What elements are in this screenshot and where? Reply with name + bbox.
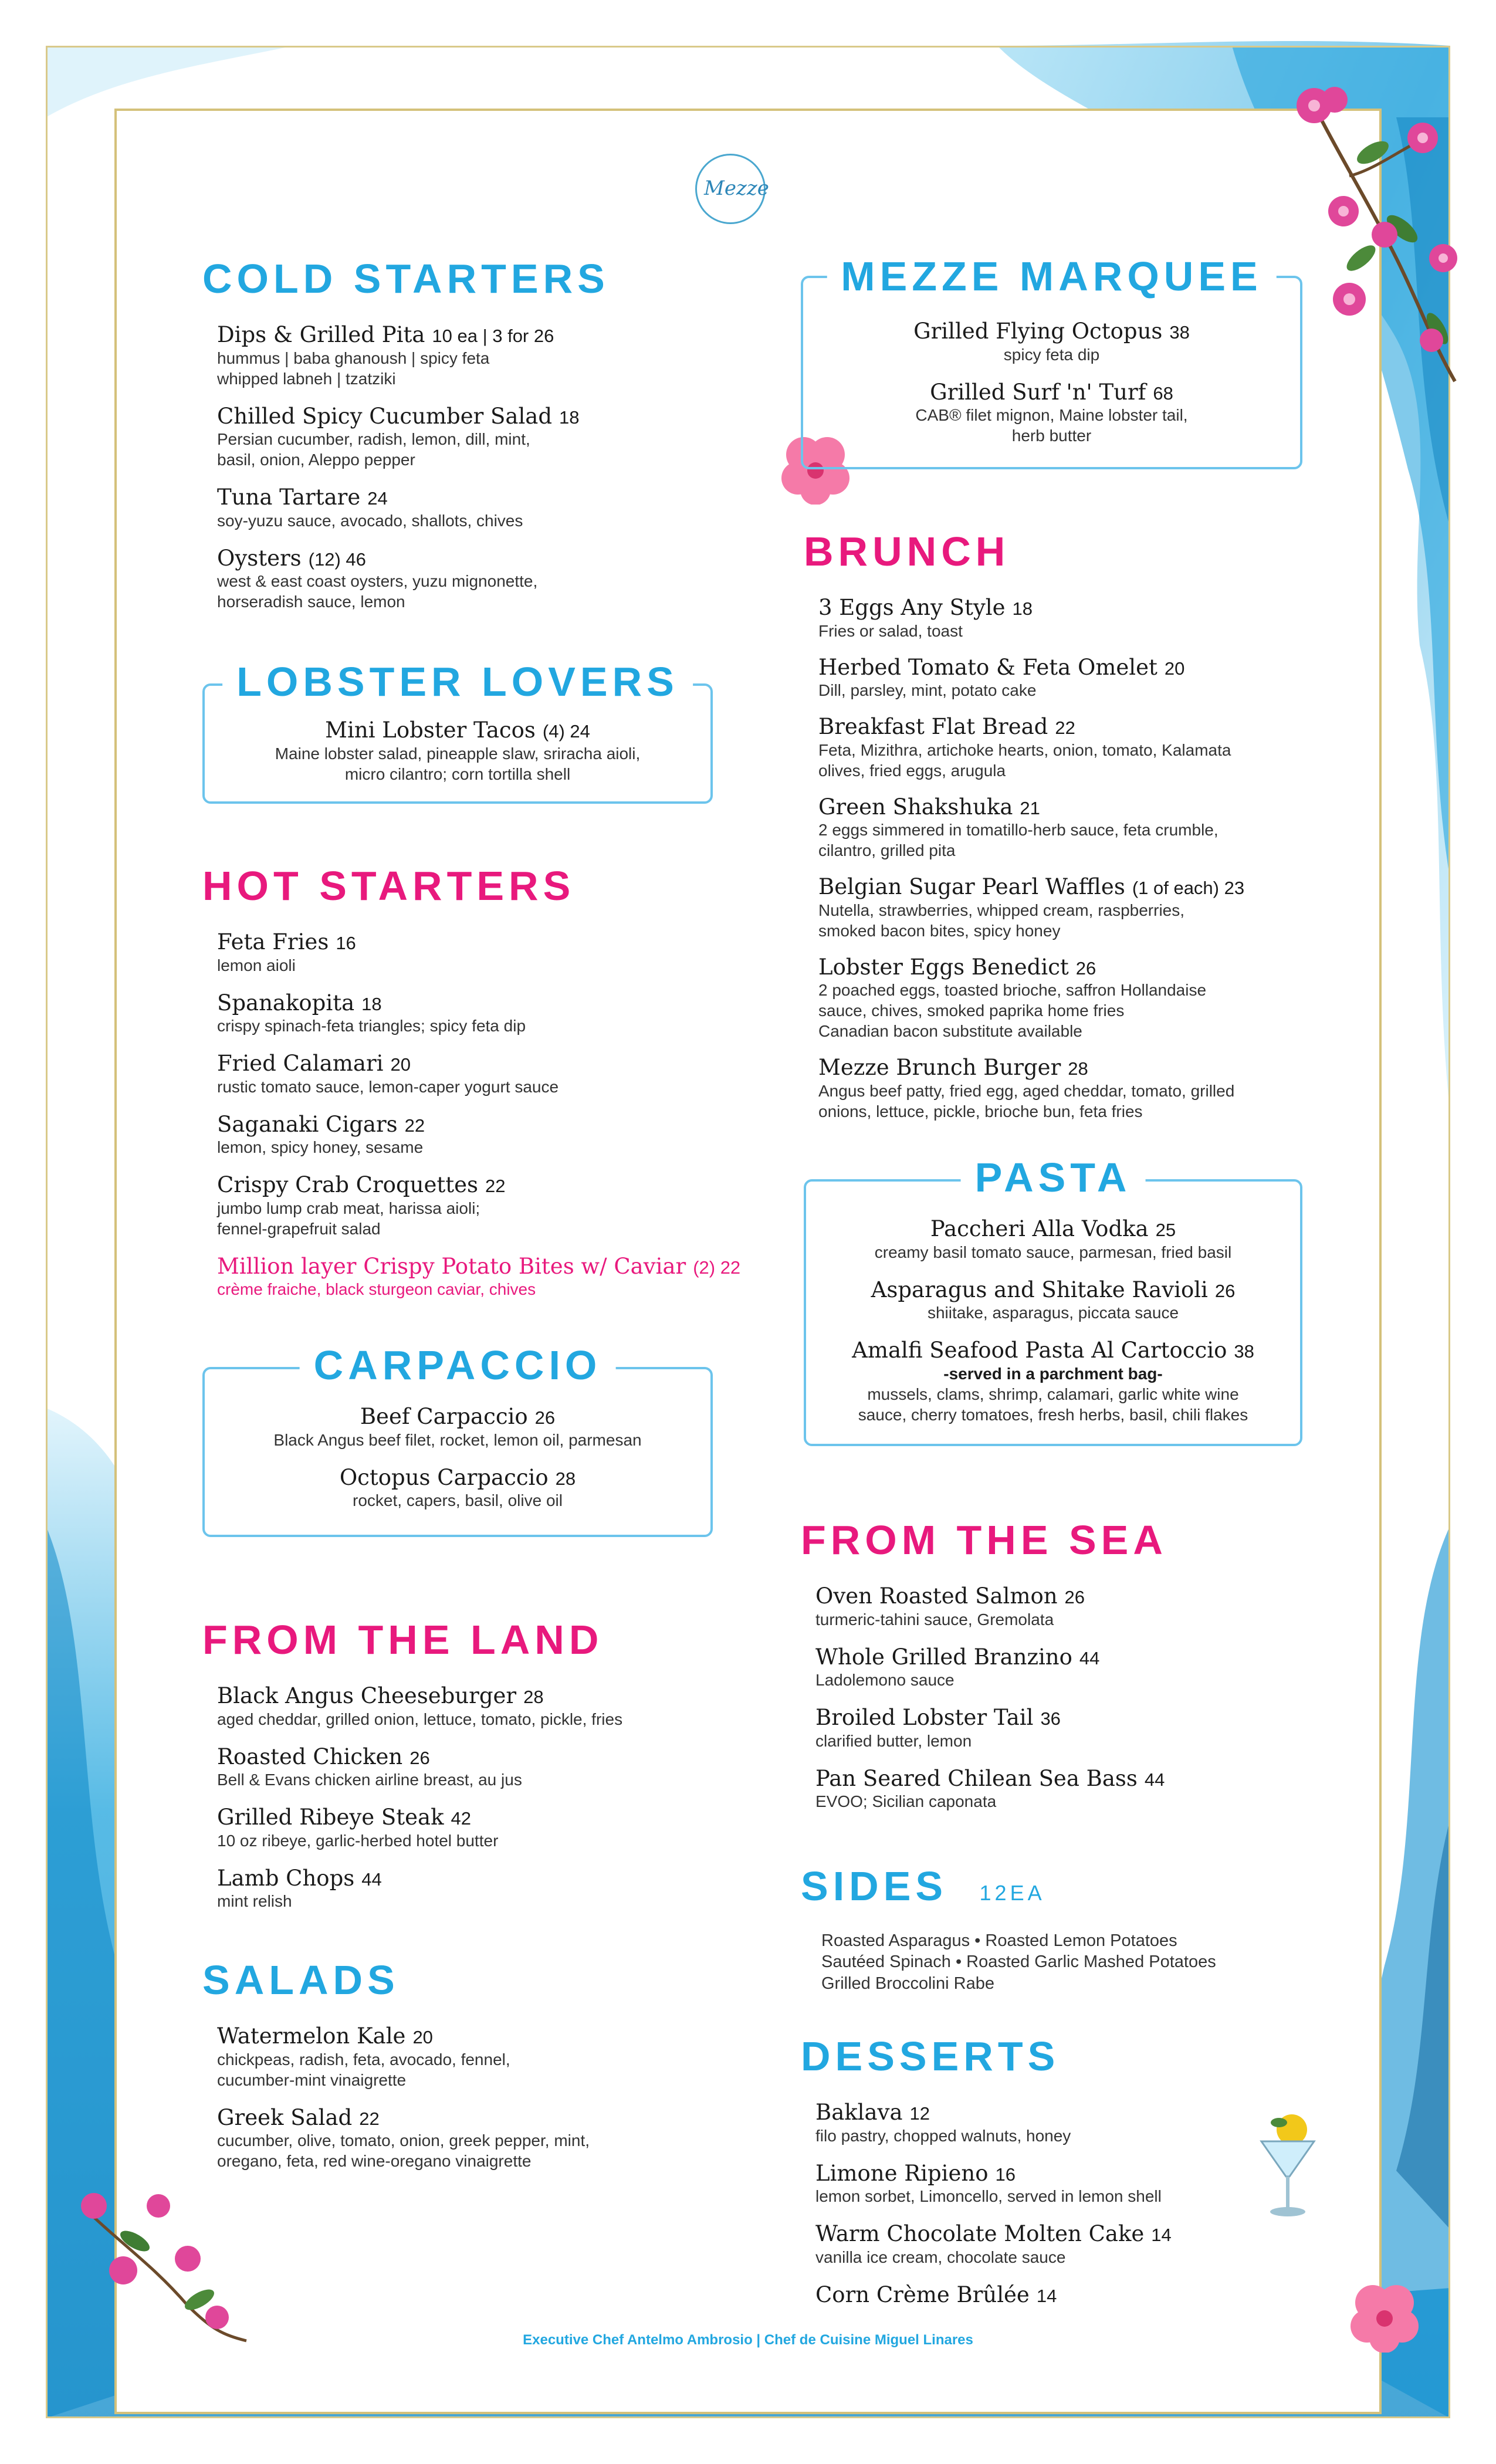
from-the-land-section: [202, 1619, 754, 1911]
menu-item: Beef Carpaccio 26 Black Angus beef filet, rocket, lemon oil, parmesan: [273, 1404, 642, 1449]
mezze-marquee-title: MEZZE MARQUEE: [827, 256, 1276, 297]
menu-item: Oysters (12) 46 west & east coast oysters, yuzu mignonette, horseradish sauce, lemon: [217, 545, 538, 611]
mezze-logo: Mezze: [695, 154, 766, 224]
menu-item: Mini Lobster Tacos (4) 24 Maine lobster salad, pineapple slaw, sriracha aioli, micro cilantro; corn tortilla shell: [275, 717, 641, 783]
brunch-section: [804, 531, 1361, 1122]
menu-item: 3 Eggs Any Style 18 Fries or salad, toast: [818, 595, 1033, 640]
menu-item: Octopus Carpaccio 28 rocket, capers, basil, olive oil: [339, 1464, 576, 1510]
menu-item: Grilled Ribeye Steak 42 10 oz ribeye, garlic-herbed hotel butter: [217, 1805, 499, 1850]
carpaccio-title: CARPACCIO: [300, 1345, 616, 1386]
sides-price: 12EA: [979, 1881, 1045, 1905]
menu-item: Fried Calamari 20 rustic tomato sauce, lemon-caper yogurt sauce: [217, 1051, 559, 1096]
lobster-lovers-box: [202, 659, 713, 804]
menu-item: Limone Ripieno 16 lemon sorbet, Limoncello, served in lemon shell: [815, 2160, 1162, 2206]
menu-item: Lamb Chops 44 mint relish: [217, 1865, 382, 1911]
menu-item: Watermelon Kale 20 chickpeas, radish, feta, avocado, fennel, cucumber-mint vinaigrette: [217, 2023, 510, 2089]
menu-item: Dips & Grilled Pita 10 ea | 3 for 26 hummus | baba ghanoush | spicy feta whipped labneh | tzatziki: [217, 322, 554, 388]
left-column: [202, 258, 754, 612]
menu-item: Baklava 12 filo pastry, chopped walnuts, honey: [815, 2100, 1071, 2145]
menu-item: Broiled Lobster Tail 36 clarified butter, lemon: [815, 1705, 1061, 1750]
desserts-title: DESSERTS: [801, 2033, 1060, 2079]
pasta-title: PASTA: [961, 1157, 1146, 1198]
menu-item: Greek Salad 22 cucumber, olive, tomato, onion, greek pepper, mint, oregano, feta, red wine-oregano vinaigrette: [217, 2104, 590, 2171]
from-the-sea-section: [801, 1519, 1358, 1812]
menu-item: Amalfi Seafood Pasta Al Cartoccio 38 -served in a parchment bag- mussels, clams, shrimp, calamari, garlic white wine sauce, cherry tomatoes, fresh herbs, basil, chili flakes: [852, 1338, 1254, 1424]
menu-item: Spanakopita 18 crispy spinach-feta triangles; spicy feta dip: [217, 990, 526, 1035]
menu-item: Saganaki Cigars 22 lemon, spicy honey, sesame: [217, 1111, 425, 1157]
menu-item: Crispy Crab Croquettes 22 jumbo lump crab meat, harissa aioli; fennel-grapefruit salad: [217, 1172, 506, 1238]
salads-list: [217, 2024, 754, 2171]
sides-title: SIDES: [801, 1863, 948, 1909]
menu-item: Asparagus and Shitake Ravioli 26 shiitake, asparagus, piccata sauce: [871, 1277, 1236, 1322]
sides-section: [801, 1863, 1358, 1994]
menu-item: Whole Grilled Branzino 44 Ladolemono sauce: [815, 1644, 1100, 1690]
sides-list: Roasted Asparagus • Roasted Lemon Potatoes Sautéed Spinach • Roasted Garlic Mashed Potatoes Grilled Broccolini Rabe: [821, 1931, 1216, 1993]
menu-item: Grilled Surf 'n' Turf 68 CAB® filet mignon, Maine lobster tail, herb butter: [915, 379, 1188, 445]
menu-item: Grilled Flying Octopus 38 spicy feta dip: [913, 319, 1190, 364]
menu-item: Black Angus Cheeseburger 28 aged cheddar, grilled onion, lettuce, tomato, pickle, fries: [217, 1683, 623, 1728]
salads-title: SALADS: [202, 1957, 400, 2003]
menu-item: Breakfast Flat Bread 22 Feta, Mizithra, artichoke hearts, onion, tomato, Kalamata olives, fried eggs, arugula: [818, 714, 1231, 780]
menu-item: Belgian Sugar Pearl Waffles (1 of each) 23 Nutella, strawberries, whipped cream, raspberries, smoked bacon bites, spicy honey: [818, 874, 1245, 940]
menu-item: Warm Chocolate Molten Cake 14 vanilla ice cream, chocolate sauce: [815, 2221, 1172, 2266]
menu-item: Chilled Spicy Cucumber Salad 18 Persian cucumber, radish, lemon, dill, mint, basil, onion, Aleppo pepper: [217, 403, 580, 469]
brunch-title: BRUNCH: [804, 529, 1010, 574]
menu-item: Mezze Brunch Burger 28 Angus beef patty, fried egg, aged cheddar, tomato, grilled onions, lettuce, pickle, brioche bun, feta fries: [818, 1055, 1235, 1121]
menu-item: Roasted Chicken 26 Bell & Evans chicken airline breast, au jus: [217, 1744, 522, 1789]
bougainvillea-flowers-top-right: [1279, 82, 1473, 387]
menu-item: Lobster Eggs Benedict 26 2 poached eggs, toasted brioche, saffron Hollandaise sauce, chives, smoked paprika home fries Canadian bacon substitute available: [818, 954, 1207, 1041]
lobster-lovers-title: LOBSTER LOVERS: [222, 661, 693, 702]
cold-starters-title: COLD STARTERS: [202, 256, 610, 302]
mezze-marquee-box: [801, 253, 1302, 469]
hot-starters-list: [217, 930, 754, 1299]
hot-starters-section: [202, 865, 754, 1299]
carpaccio-box: [202, 1342, 713, 1537]
menu-item: Herbed Tomato & Feta Omelet 20 Dill, parsley, mint, potato cake: [818, 654, 1185, 700]
salads-section: [202, 1959, 754, 2171]
from-the-sea-title: FROM THE SEA: [801, 1517, 1167, 1563]
menu-item-featured: Million layer Crispy Potato Bites w/ Caviar (2) 22 crème fraiche, black sturgeon caviar, chives: [217, 1253, 741, 1299]
menu-item: Green Shakshuka 21 2 eggs simmered in tomatillo-herb sauce, feta crumble, cilantro, grilled pita: [818, 794, 1219, 860]
from-the-sea-list: [815, 1584, 1358, 1812]
brunch-list: [818, 595, 1361, 1122]
cold-starters-list: [217, 323, 754, 612]
from-the-land-title: FROM THE LAND: [202, 1617, 604, 1663]
menu-item: Corn Crème Brûlée 14: [815, 2282, 1057, 2307]
menu-item: Pan Seared Chilean Sea Bass 44 EVOO; Sicilian caponata: [815, 1765, 1165, 1811]
desserts-section: [801, 2033, 1358, 2307]
desserts-list: [815, 2100, 1358, 2307]
from-the-land-list: [217, 1684, 754, 1911]
foodborne-illness-warning: *Consuming raw or undercooked meats, poultry, seafood, shellfish or eggs may increase your risk of foodborne illness.: [397, 2395, 1099, 2408]
menu-item: Tuna Tartare 24 soy-yuzu sauce, avocado, shallots, chives: [217, 485, 523, 530]
menu-item: Oven Roasted Salmon 26 turmeric-tahini sauce, Gremolata: [815, 1583, 1085, 1629]
menu-item: Paccheri Alla Vodka 25 creamy basil tomato sauce, parmesan, fried basil: [874, 1216, 1232, 1261]
hot-starters-title: HOT STARTERS: [202, 863, 576, 909]
bougainvillea-flowers-bottom-left: [70, 2171, 258, 2347]
chef-credits: Executive Chef Antelmo Ambrosio | Chef de Cuisine Miguel Linares: [523, 2332, 973, 2348]
pasta-box: [804, 1155, 1302, 1446]
menu-item: Feta Fries 16 lemon aioli: [217, 929, 356, 974]
